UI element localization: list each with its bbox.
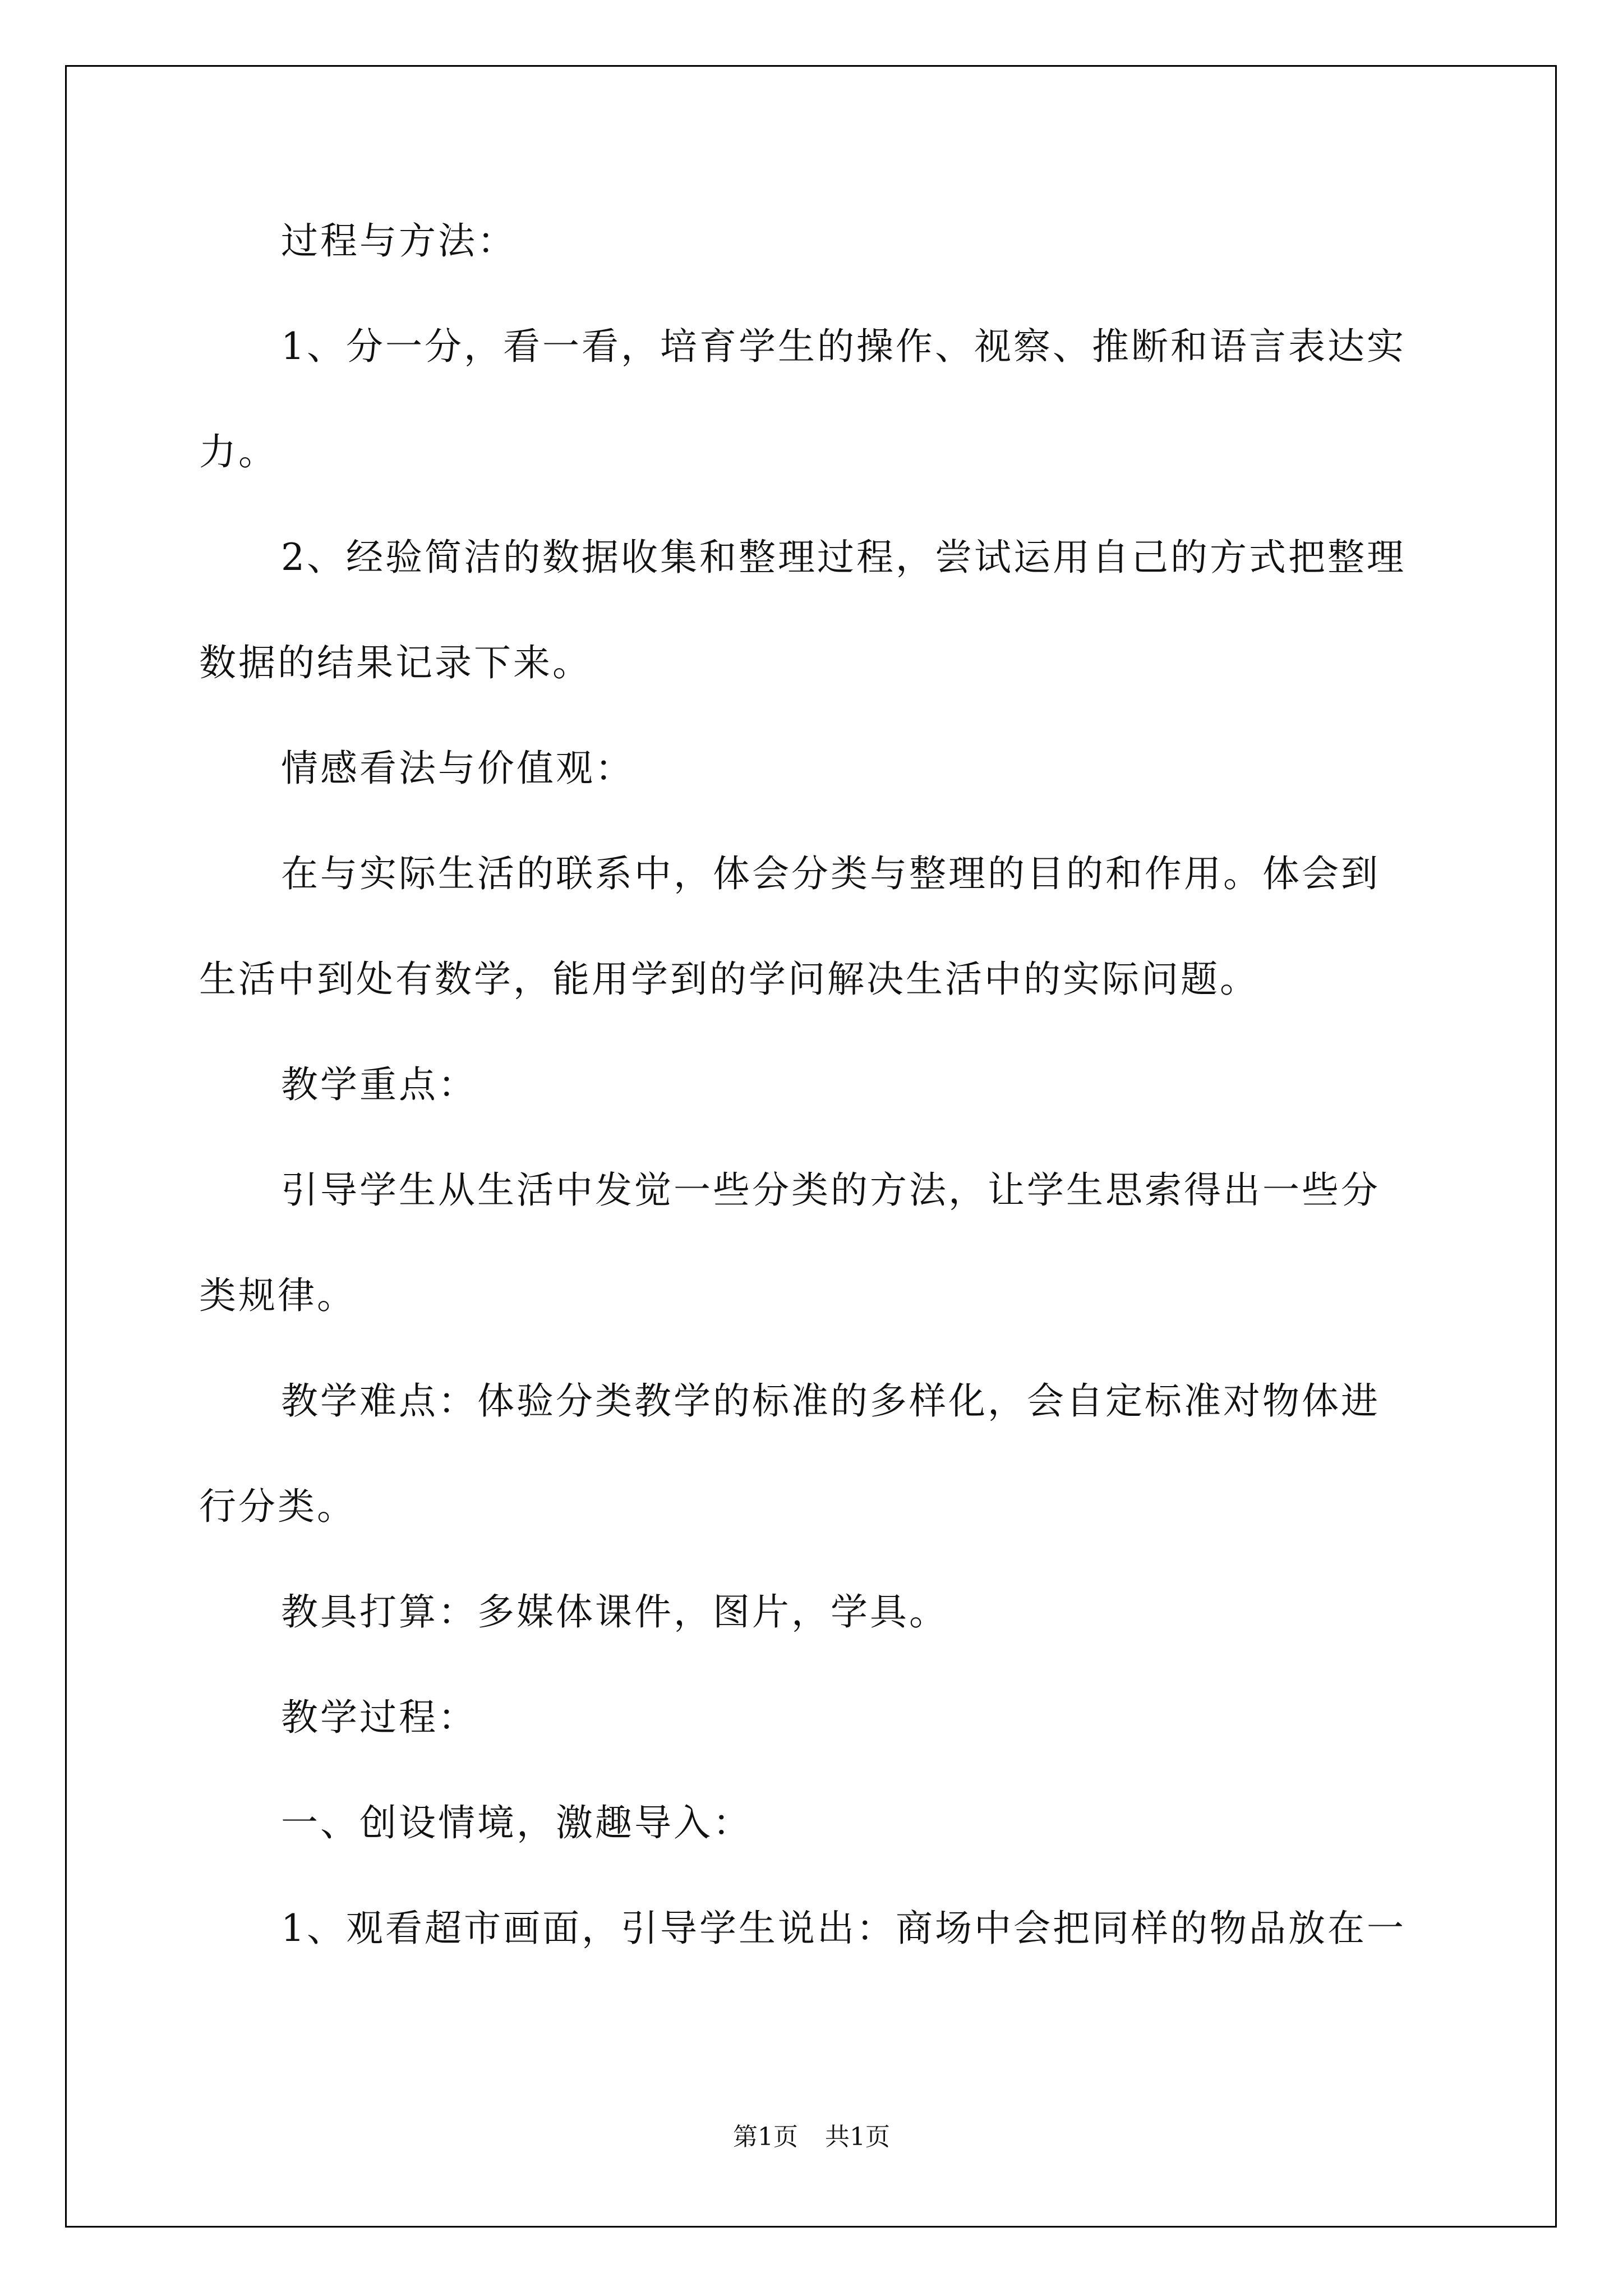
paragraph-line: 教具打算：多媒体课件，图片，学具。 [281,1590,948,1634]
heading-key-points: 教学重点： [281,1063,477,1106]
heading-attitude-values: 情感看法与价值观： [281,747,634,790]
paragraph-line: 教学难点：体验分类教学的标准的多样化，会自定标准对物体进 [281,1379,1380,1423]
paragraph-line: 引导学生从生活中发觉一些分类的方法，让学生思索得出一些分 [281,1168,1380,1212]
paragraph-line: 在与实际生活的联系中，体会分类与整理的目的和作用。体会到 [281,852,1380,895]
page-footer [0,2120,1623,2154]
heading-section-one: 一、创设情境，激趣导入： [281,1801,752,1844]
paragraph-line: 力。 [199,430,278,473]
page-number: 第1页 [733,2123,798,2151]
paragraph-line: 行分类。 [199,1485,356,1528]
page-total: 共1页 [825,2123,890,2151]
paragraph-line: 生活中到处有数学，能用学到的学问解决生活中的实际问题。 [199,958,1259,1001]
heading-teaching-process: 教学过程： [281,1696,477,1739]
paragraph-line: 1、观看超市画面，引导学生说出：商场中会把同样的物品放在一 [281,1907,1406,1950]
paragraph-line: 数据的结果记录下来。 [199,641,592,684]
paragraph-line: 2、经验简洁的数据收集和整理过程，尝试运用自己的方式把整理 [281,536,1406,579]
heading-process-method: 过程与方法： [281,219,517,263]
paragraph-line: 1、分一分，看一看，培育学生的操作、视察、推断和语言表达实 [281,325,1406,368]
paragraph-line: 类规律。 [199,1274,356,1317]
